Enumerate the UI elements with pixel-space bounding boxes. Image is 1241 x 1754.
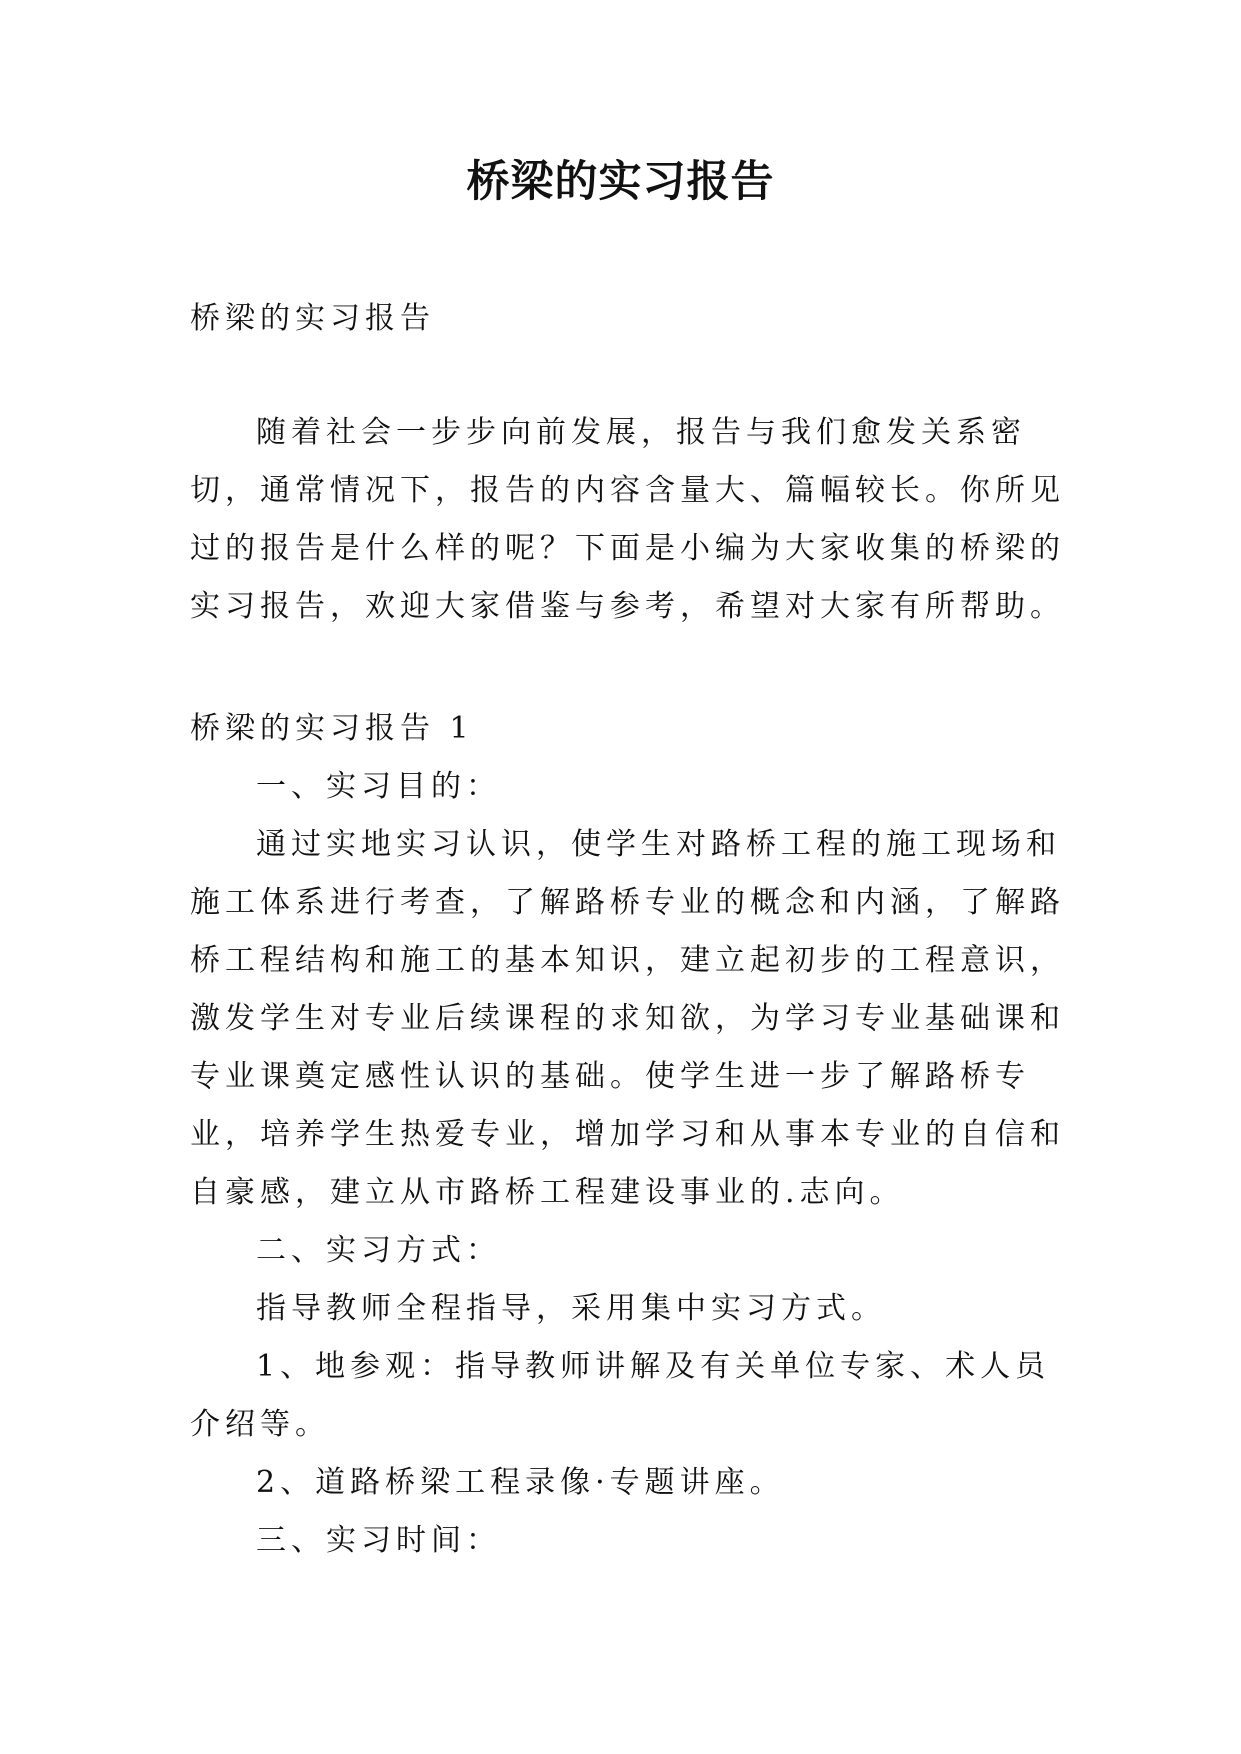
- list-item: 2、道路桥梁工程录像·专题讲座。: [256, 1465, 785, 1500]
- body-paragraph: 通过实地实习认识，使学生对路桥工程的施工现场和施工体系进行考查，了解路桥专业的概念和内涵，了解路桥工程结构和施工的基本知识，建立起初步的工程意识，激发学生对专业后续课程的求知欲，为学习专业基础课和专业课奠定感性认识的基础。使学生进一步了解路桥专业，培养学生热爱专业，增加学习和从事本专业的自信和自豪感，建立从市路桥工程建设事业的.志向。: [190, 827, 1065, 1210]
- section-heading-objective: 一、实习目的：: [256, 769, 501, 804]
- body-paragraph: 指导教师全程指导，采用集中实习方式。: [256, 1291, 886, 1326]
- section-heading-method: 二、实习方式：: [256, 1233, 501, 1268]
- section-heading: 桥梁的实习报告 1: [190, 711, 474, 746]
- section-1: [190, 700, 1070, 1570]
- document-subtitle: 桥梁的实习报告: [190, 301, 435, 336]
- section-heading-time: 三、实习时间：: [256, 1523, 501, 1558]
- list-item: 1、地参观：指导教师讲解及有关单位专家、术人员介绍等。: [190, 1349, 1051, 1442]
- intro-paragraph: 随着社会一步步向前发展，报告与我们愈发关系密切，通常情况下，报告的内容含量大、篇幅较长。你所见过的报告是什么样的呢？下面是小编为大家收集的桥梁的实习报告，欢迎大家借鉴与参考，希望对大家有所帮助。: [190, 415, 1065, 624]
- document-title: 桥梁的实习报告: [466, 157, 775, 207]
